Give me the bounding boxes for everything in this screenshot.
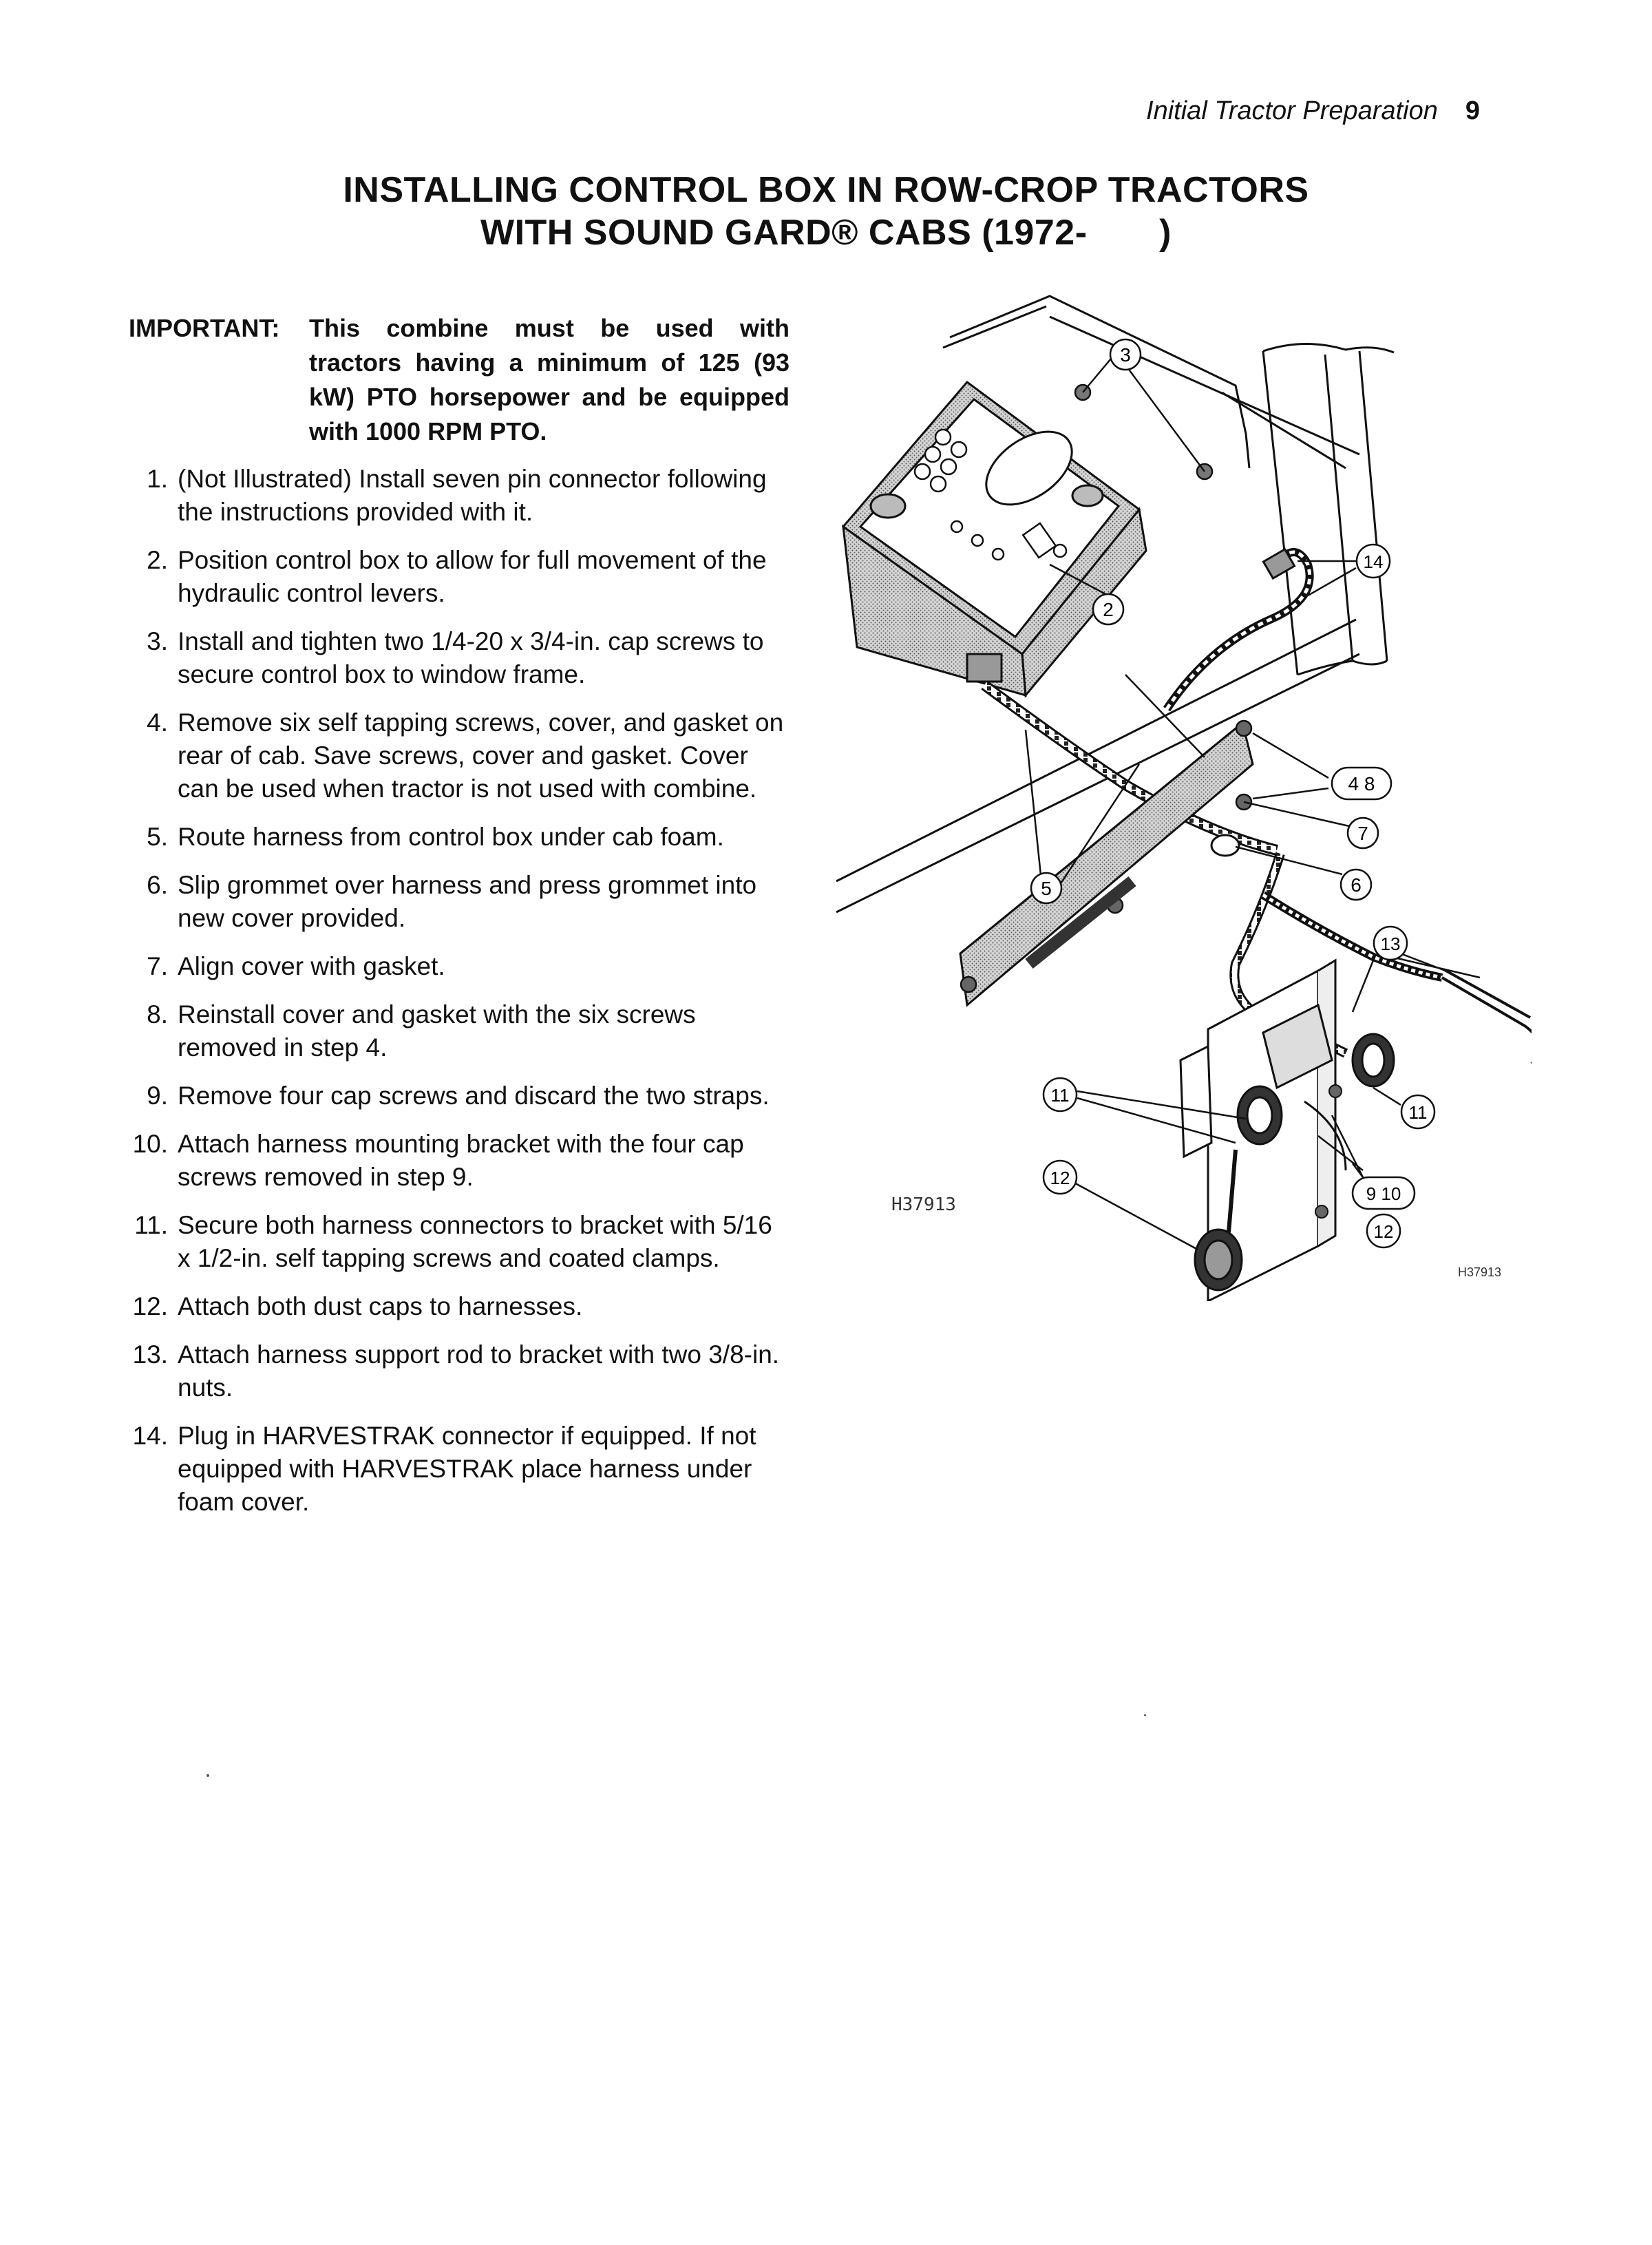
step-number: 14.: [132, 1422, 168, 1450]
control-box: [843, 382, 1212, 695]
svg-text:12: 12: [1050, 1168, 1070, 1188]
step-item: [117, 1079, 785, 1113]
step-number: 11.: [134, 1211, 168, 1239]
step-number: 2.: [147, 546, 168, 574]
step-item: [117, 544, 785, 610]
step-text: Route harness from control box under cab foam.: [178, 823, 724, 851]
step-text: Align cover with gasket.: [178, 952, 445, 980]
callout: [1367, 1214, 1400, 1247]
step-number: 4.: [147, 708, 168, 737]
step-text: Reinstall cover and gasket with the six screws removed in step 4.: [178, 1000, 696, 1062]
indicator-light-icon: [915, 464, 930, 479]
svg-text:13: 13: [1380, 934, 1401, 954]
step-number: 5.: [147, 823, 168, 851]
step-number: 8.: [147, 1000, 168, 1029]
harness-bracket: [1180, 960, 1394, 1301]
section-title: Initial Tractor Preparation: [1146, 96, 1438, 125]
step-item: [117, 1128, 785, 1194]
svg-text:11: 11: [1408, 1102, 1428, 1123]
control-knob-icon: [1072, 485, 1103, 506]
indicator-light-icon: [951, 442, 966, 457]
step-number: 9.: [147, 1082, 168, 1110]
callout: [1357, 545, 1390, 578]
step-number: 1.: [147, 465, 168, 493]
page-number: 9: [1465, 96, 1480, 125]
step-number: 10.: [132, 1130, 168, 1158]
step-text: Remove four cap screws and discard the two straps.: [178, 1082, 770, 1110]
callout: [1332, 768, 1391, 799]
step-item: [117, 706, 785, 805]
important-note: [129, 311, 790, 449]
clamp-screw-icon: [1329, 1085, 1342, 1097]
figure-code: H37913: [891, 1194, 956, 1215]
cab-post-right: [1325, 355, 1353, 661]
step-text: Secure both harness connectors to bracket with 5/16 x 1/2-in. self tapping screws and coated clamps.: [178, 1211, 772, 1272]
callout: [1348, 818, 1378, 848]
callout: [1110, 339, 1141, 370]
svg-text:11: 11: [1050, 1085, 1070, 1106]
cover-screw-icon: [1236, 721, 1251, 736]
important-label: IMPORTANT:: [129, 314, 280, 342]
callout: [1353, 1177, 1415, 1209]
step-text: Install and tighten two 1/4-20 x 3/4-in. cap screws to secure control box to window frame.: [178, 627, 764, 688]
cover-screw-icon: [961, 977, 976, 992]
svg-text:6: 6: [1351, 874, 1362, 896]
indicator-light-icon: [1054, 545, 1066, 557]
cab-post-far: [1359, 351, 1387, 661]
step-text: Position control box to allow for full movement of the hydraulic control levers.: [178, 546, 767, 607]
nut-icon: [1315, 1205, 1328, 1218]
cab-post-top-break: [1263, 344, 1394, 352]
svg-text:14: 14: [1363, 551, 1384, 572]
step-item: [117, 1420, 785, 1519]
frame-beam-lower-edge: [1050, 317, 1359, 454]
step-text: (Not Illustrated) Install seven pin connector following the instructions provided with it.: [178, 465, 767, 526]
step-text: Attach both dust caps to harnesses.: [178, 1292, 583, 1320]
svg-text:9 10: 9 10: [1366, 1183, 1401, 1204]
scan-speck: [1144, 1714, 1146, 1716]
step-number: 3.: [147, 627, 168, 655]
title-line-2: WITH SOUND GARD® CABS (1972- ): [480, 213, 1172, 253]
svg-text:7: 7: [1357, 823, 1368, 844]
step-item: [117, 1290, 785, 1323]
installation-illustration: [823, 289, 1532, 1301]
frame-beam-edge: [943, 306, 1046, 348]
control-knob-icon: [871, 494, 905, 518]
step-text: Attach harness support rod to bracket with two 3/8-in. nuts.: [178, 1340, 780, 1402]
indicator-light-icon: [972, 535, 983, 546]
callout: [1374, 927, 1407, 960]
step-text: Plug in HARVESTRAK connector if equipped. If not equipped with HARVESTRAK place harness under foam cover.: [178, 1422, 756, 1516]
running-head: [1146, 96, 1480, 126]
indicator-light-icon: [935, 430, 951, 445]
svg-text:4 8: 4 8: [1348, 773, 1375, 794]
step-item: [117, 1209, 785, 1275]
indicator-light-icon: [925, 447, 940, 462]
step-item: [117, 869, 785, 935]
step-item: [117, 625, 785, 691]
callout: [1044, 1078, 1077, 1111]
figure-code-small: H37913: [1458, 1265, 1502, 1279]
step-text: Remove six self tapping screws, cover, and gasket on rear of cab. Save screws, cover and gasket. Cover can be used when tractor is not used with combine.: [178, 708, 784, 803]
callout: [1031, 873, 1061, 903]
svg-text:5: 5: [1041, 878, 1052, 899]
step-item: [117, 463, 785, 529]
scan-speck: [206, 1774, 209, 1777]
cab-post-left: [1263, 351, 1298, 675]
callout: [1341, 869, 1371, 900]
callout: [1401, 1095, 1434, 1128]
cover-plate: [960, 721, 1253, 1005]
box-connector-icon: [967, 654, 1002, 682]
step-number: 7.: [147, 952, 168, 980]
title-line-1: INSTALLING CONTROL BOX IN ROW-CROP TRACTORS: [343, 170, 1309, 210]
step-item: [117, 821, 785, 854]
step-number: 12.: [132, 1292, 168, 1320]
important-text: This combine must be used with tractors having a minimum of 125 (93 kW) PTO horsepower and be equipped with 1000 RPM PTO.: [309, 314, 790, 445]
indicator-light-icon: [941, 459, 956, 474]
indicator-light-icon: [931, 476, 946, 492]
indicator-light-icon: [951, 521, 962, 532]
page-title: [0, 169, 1652, 254]
svg-text:3: 3: [1120, 344, 1131, 366]
step-number: 13.: [132, 1340, 168, 1369]
grommet-icon: [1211, 835, 1239, 856]
step-item: [117, 998, 785, 1064]
svg-text:2: 2: [1103, 599, 1114, 620]
callout: [1044, 1161, 1077, 1194]
svg-text:12: 12: [1373, 1221, 1394, 1242]
indicator-light-icon: [993, 549, 1004, 560]
step-text: Attach harness mounting bracket with the four cap screws removed in step 9.: [178, 1130, 744, 1191]
step-number: 6.: [147, 871, 168, 899]
instruction-steps: [117, 463, 785, 1534]
frame-beam-inner: [1222, 392, 1346, 468]
step-item: [117, 950, 785, 983]
step-text: Slip grommet over harness and press grommet into new cover provided.: [178, 871, 757, 932]
callout: [1093, 594, 1123, 624]
step-item: [117, 1338, 785, 1404]
